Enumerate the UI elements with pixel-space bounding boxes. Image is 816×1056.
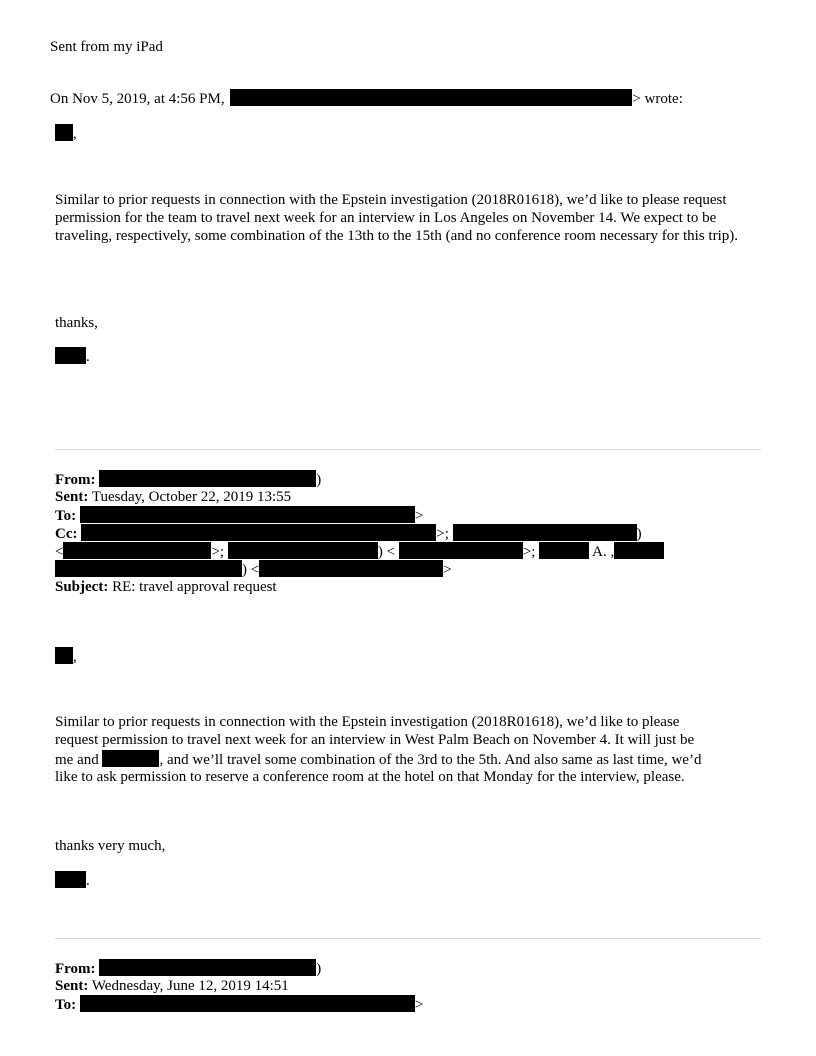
sent-label: Sent: xyxy=(55,489,89,505)
header-to xyxy=(55,506,423,525)
redaction-block xyxy=(55,560,242,577)
header-sent xyxy=(55,488,291,506)
header-cc-line1 xyxy=(55,524,642,543)
redaction-block xyxy=(80,995,415,1012)
quote-header xyxy=(50,89,683,108)
signature-period: . xyxy=(86,349,90,365)
to-suffix: > xyxy=(414,508,424,524)
salutation xyxy=(55,124,77,143)
cc-label: Cc: xyxy=(55,526,78,542)
to-label: To: xyxy=(55,508,77,524)
cc-initial: A. , xyxy=(592,544,615,560)
salutation-comma: , xyxy=(73,649,77,665)
body-text: , and we’ll travel some combination of the 3rd to the 5th. And also same as last time, we’d xyxy=(159,752,702,768)
to-suffix: > xyxy=(414,997,424,1013)
email-body: Similar to prior requests in connection with the Epstein investigation (2018R01618), we’d like to please request permission for the team to travel next week for an interview in Los Angeles on November 14. We expect to be traveling, respectively, some combination of the 13th to the 15th (and no conference room necessary for this trip). xyxy=(55,192,738,244)
redaction-block xyxy=(55,347,86,364)
subject-label: Subject: xyxy=(55,579,109,595)
body-text: me and xyxy=(55,752,99,768)
redaction-block xyxy=(80,506,415,523)
body-line: request permission to travel next week for an interview in West Palm Beach on November 4. It will just be xyxy=(55,732,695,748)
cc-end: > xyxy=(443,562,452,578)
cc-separator: >; xyxy=(436,526,449,542)
redaction-block xyxy=(63,542,211,559)
closing: thanks very much, xyxy=(55,838,166,854)
cc-paren-lt: ) < xyxy=(242,562,260,578)
redaction-block xyxy=(228,542,378,559)
redaction-block xyxy=(259,560,443,577)
salutation-comma: , xyxy=(73,126,77,142)
redaction-block xyxy=(539,542,589,559)
redaction-block xyxy=(230,89,632,106)
sent-value: Wednesday, June 12, 2019 14:51 xyxy=(91,978,289,994)
signature-period: . xyxy=(86,873,90,889)
to-label: To: xyxy=(55,997,77,1013)
redaction-block xyxy=(399,542,523,559)
redaction-block xyxy=(102,750,159,767)
sent-label: Sent: xyxy=(55,978,89,994)
redaction-block xyxy=(614,542,664,559)
header-from xyxy=(55,470,321,489)
from-label: From: xyxy=(55,472,96,488)
cc-separator: >; xyxy=(211,544,225,560)
subject-value: RE: travel approval request xyxy=(112,579,277,595)
from-label: From: xyxy=(55,961,96,977)
closing: thanks, xyxy=(55,315,98,331)
salutation xyxy=(55,647,77,666)
header-sent xyxy=(55,977,289,995)
redaction-block xyxy=(55,647,73,664)
redaction-block xyxy=(55,124,73,141)
redaction-block xyxy=(55,871,86,888)
from-suffix: ) xyxy=(316,961,322,977)
signature xyxy=(55,871,90,890)
redaction-block xyxy=(81,524,436,541)
sent-from-line: Sent from my iPad xyxy=(50,39,163,55)
message-separator xyxy=(55,449,761,450)
cc-paren-lt: ) < xyxy=(377,544,396,560)
message-separator xyxy=(55,938,761,939)
cc-paren: ) xyxy=(636,526,642,542)
quote-header-suffix: > wrote: xyxy=(632,91,683,107)
body-line xyxy=(55,750,701,769)
sent-value: Tuesday, October 22, 2019 13:55 xyxy=(91,489,292,505)
cc-lt: < xyxy=(55,544,64,560)
header-from xyxy=(55,959,321,978)
redaction-block xyxy=(453,524,637,541)
header-subject xyxy=(55,578,277,596)
redaction-block xyxy=(99,959,316,976)
header-cc-line2 xyxy=(55,542,664,561)
header-to xyxy=(55,995,423,1014)
body-line: like to ask permission to reserve a conference room at the hotel on that Monday for the interview, please. xyxy=(55,769,685,785)
header-cc-line3 xyxy=(55,560,452,579)
signature xyxy=(55,347,90,366)
cc-separator: >; xyxy=(522,544,536,560)
redaction-block xyxy=(99,470,316,487)
quote-header-prefix: On Nov 5, 2019, at 4:56 PM, xyxy=(50,91,225,107)
from-suffix: ) xyxy=(316,472,322,488)
body-line: Similar to prior requests in connection with the Epstein investigation (2018R01618), we’d like to please xyxy=(55,714,680,730)
